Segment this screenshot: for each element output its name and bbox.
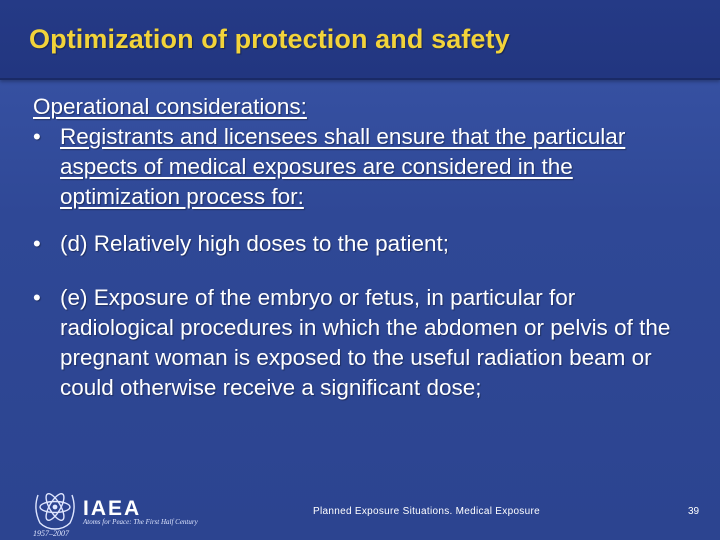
slide-content [33,92,693,403]
bullet-icon: • [33,124,41,149]
atom-laurel-icon [30,483,80,535]
bullet-text: (d) Relatively high doses to the patient; [60,231,449,256]
bullet-item [33,229,693,259]
bullet-item [33,122,693,212]
logo-years: 1957–2007 [33,529,69,538]
logo-tagline: Atoms for Peace: The First Half Century [83,518,198,526]
page-number: 39 [688,506,700,517]
slide-title: Optimization of protection and safety [29,24,510,54]
bullet-item [33,283,693,403]
bullet-icon: • [33,285,41,310]
footer-text: Planned Exposure Situations. Medical Exposure [313,506,540,517]
bullet-text: Registrants and licensees shall ensure that the particular aspects of medical exposures are considered in the optimization process for: [60,124,626,209]
bullet-icon: • [33,231,41,256]
bullet-text: (e) Exposure of the embryo or fetus, in particular for radiological procedures in which the abdomen or pelvis of the pregnant woman is exposed to the useful radiation beam or could otherwise receive a significant dose; [60,285,671,400]
title-bar [0,0,720,80]
section-heading: Operational considerations: [33,94,307,119]
logo-wordmark: IAEA [83,497,142,520]
